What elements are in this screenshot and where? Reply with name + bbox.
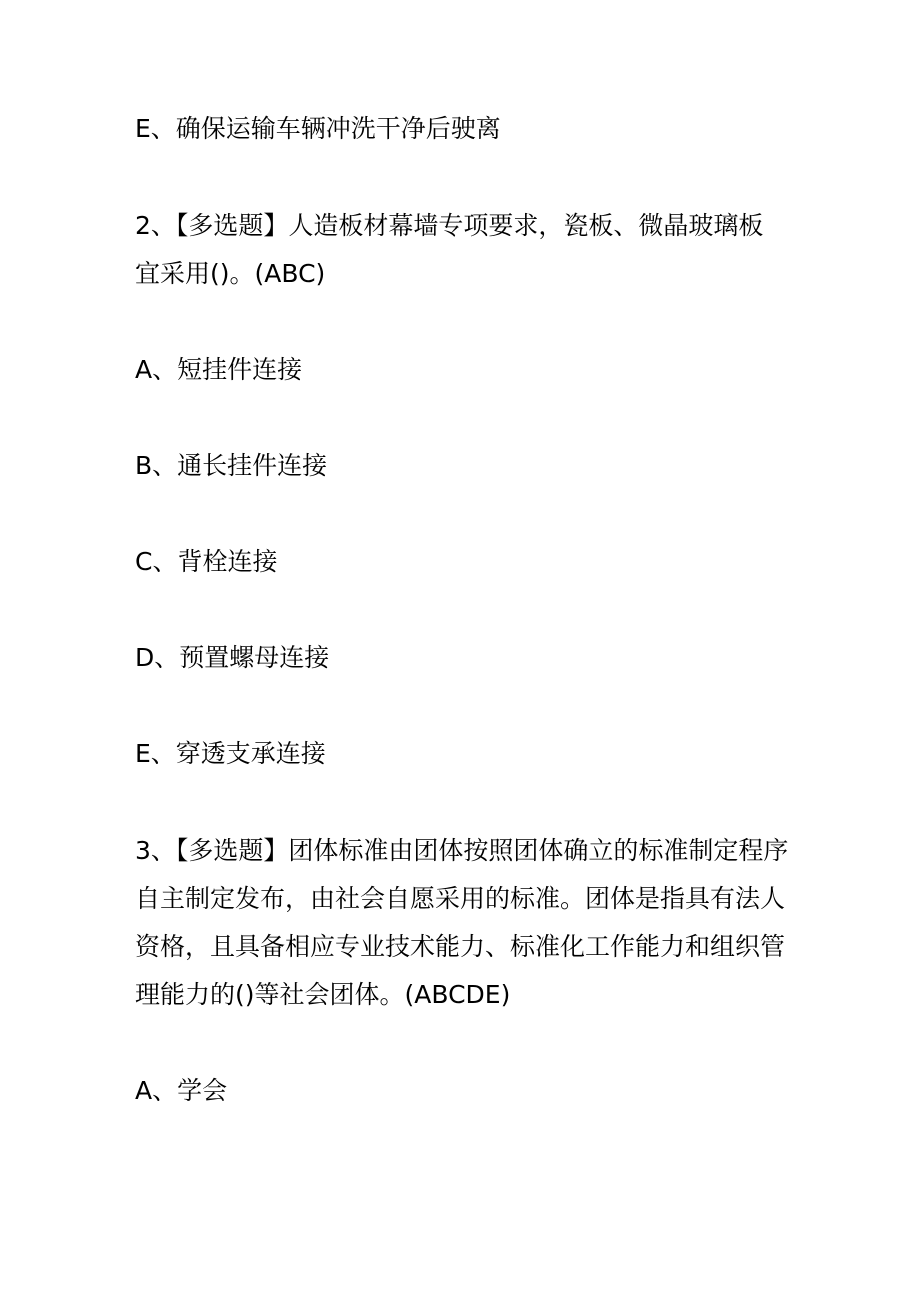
- q3-stem-line-4: 理能力的()等社会团体。(ABCDE): [135, 980, 511, 1009]
- q3-stem-line-3: 资格，且具备相应专业技术能力、标准化工作能力和组织管: [135, 932, 786, 961]
- q3-stem-line-1: 3、【多选题】团体标准由团体按照团体确立的标准制定程序: [135, 836, 789, 865]
- q2-option-e: E、穿透支承连接: [135, 739, 326, 768]
- q2-option-a: A、短挂件连接: [135, 355, 303, 384]
- q2-option-c: C、背栓连接: [135, 547, 278, 576]
- q2-option-d: D、预置螺母连接: [135, 643, 330, 672]
- q2-stem-line-1: 2、【多选题】人造板材幕墙专项要求，瓷板、微晶玻璃板: [135, 211, 764, 240]
- q3-option-a: A、学会: [135, 1076, 228, 1105]
- q2-option-b: B、通长挂件连接: [135, 451, 328, 480]
- q1-option-e: E、确保运输车辆冲洗干净后驶离: [135, 114, 501, 143]
- q2-stem-line-2: 宜采用()。(ABC): [135, 259, 326, 288]
- q3-stem-line-2: 自主制定发布，由社会自愿采用的标准。团体是指具有法人: [135, 884, 786, 913]
